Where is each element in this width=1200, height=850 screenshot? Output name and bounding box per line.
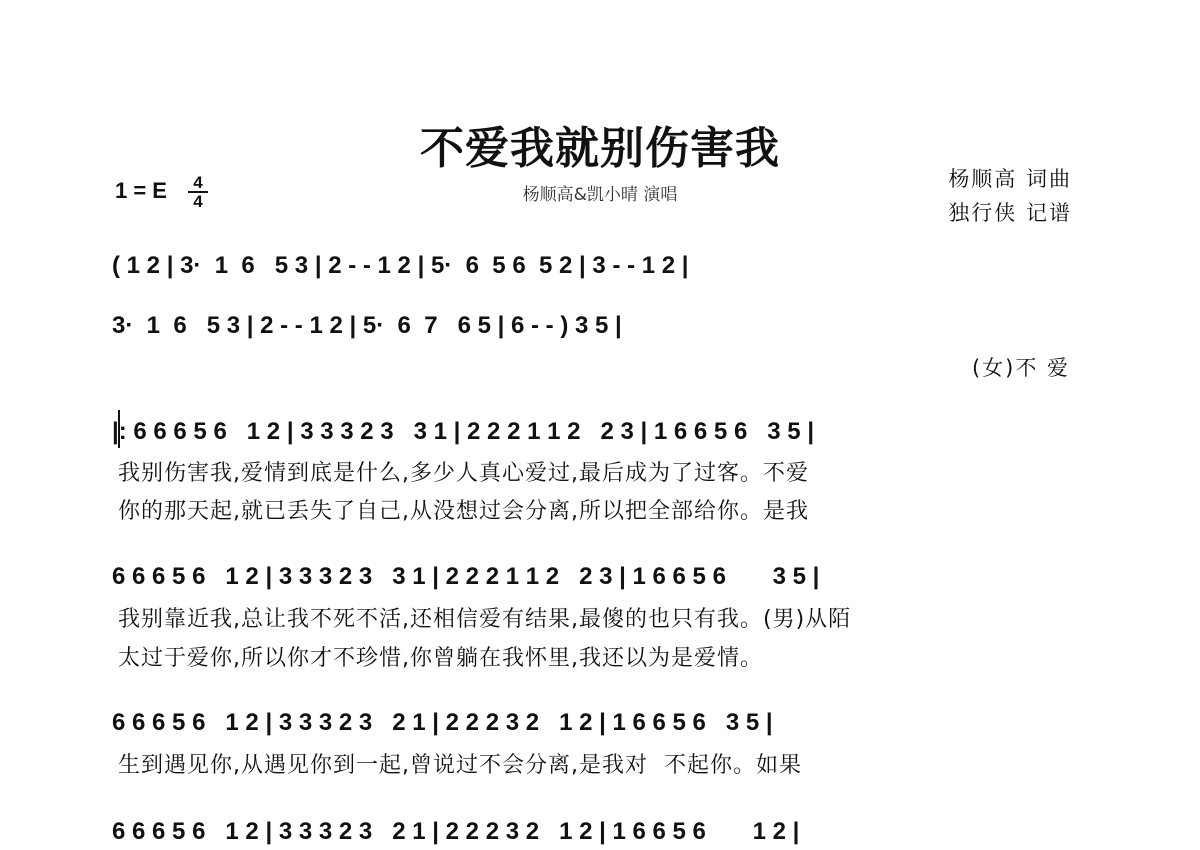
key-signature: 1 = E (115, 178, 167, 203)
performers: 杨顺高&凯小晴 演唱 (522, 185, 678, 205)
time-signature-bottom: 4 (193, 192, 203, 211)
verse-1-lyric-a: 我别伤害我,爱情到底是什么,多少人真心爱过,最后成为了过客。不爱 (118, 461, 809, 486)
song-title: 不爱我就别伤害我 (420, 123, 780, 174)
verse-3-lyric: 生到遇见你,从遇见你到一起,曾说过不会分离,是我对 不起你。如果 (118, 753, 802, 778)
verse-2-notes: 6 6 6 5 6 1 2 | 3 3 3 2 3 3 1 | 2 2 2 1 1 2 2 3 | 1 6 6 5 6 3 5 | (112, 563, 820, 590)
credit-transcriber: 独行侠 记谱 (948, 201, 1072, 225)
credit-lyrics-music: 杨顺高 词曲 (948, 167, 1072, 191)
verse-3-notes: 6 6 6 5 6 1 2 | 3 3 3 2 3 2 1 | 2 2 2 3 2 1 2 | 1 6 6 5 6 3 5 | (112, 709, 773, 736)
verse-1-notes: |: 6 6 6 5 6 1 2 | 3 3 3 2 3 3 1 | 2 2 2 1 1 2 2 3 | 1 6 6 5 6 3 5 | (112, 418, 815, 445)
verse-2-lyric-b: 太过于爱你,所以你才不珍惜,你曾躺在我怀里,我还以为是爱情。 (118, 646, 763, 671)
verse-1-lyric-b: 你的那天起,就已丢失了自己,从没想过会分离,所以把全部给你。是我 (118, 499, 809, 524)
time-signature-top: 4 (188, 174, 208, 193)
intro-line-2: 3· 1 6 5 3 | 2 - - 1 2 | 5· 6 7 6 5 | 6 - - ) 3 5 | (112, 312, 622, 339)
intro-line-1: ( 1 2 | 3· 1 6 5 3 | 2 - - 1 2 | 5· 6 5 6 5 2 | 3 - - 1 2 | (112, 252, 689, 279)
verse-4-notes: 6 6 6 5 6 1 2 | 3 3 3 2 3 2 1 | 2 2 2 3 2 1 2 | 1 6 6 5 6 1 2 | (112, 818, 800, 845)
role-female: (女)不 爱 (971, 356, 1070, 380)
verse-2-lyric-a: 我别靠近我,总让我不死不活,还相信爱有结果,最傻的也只有我。(男)从陌 (118, 607, 852, 632)
